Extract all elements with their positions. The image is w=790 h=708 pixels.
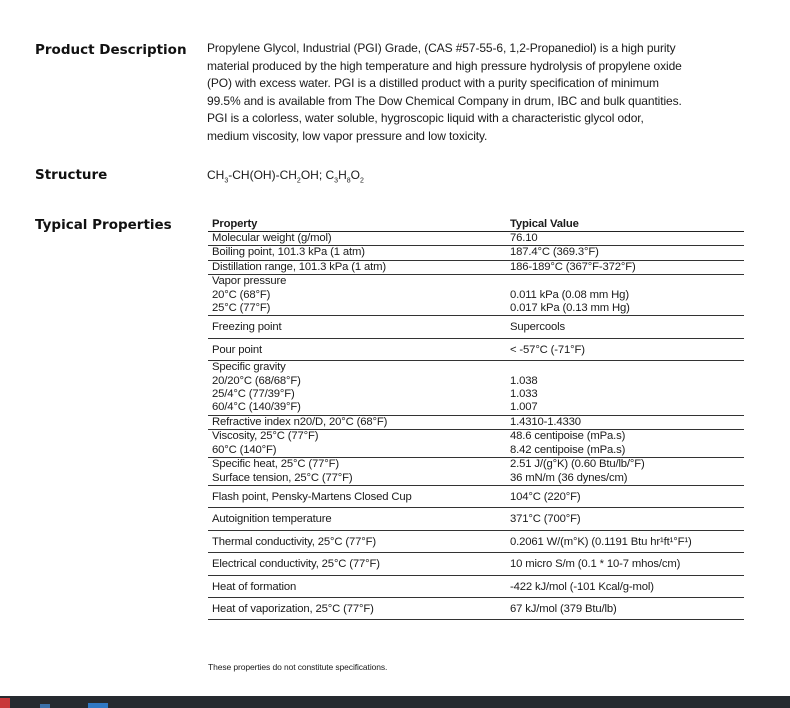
property-line: Autoignition temperature: [212, 513, 332, 526]
property-line: Heat of vaporization, 25°C (77°F): [212, 602, 374, 615]
property-line: Heat of formation: [212, 580, 297, 593]
table-row: [208, 508, 744, 530]
property-cell: [208, 316, 506, 338]
property-cell: [208, 458, 506, 486]
value-line: [510, 361, 744, 374]
value-cell: [506, 415, 744, 429]
value-cell: [506, 485, 744, 507]
property-cell: [208, 553, 506, 575]
property-cell: [208, 485, 506, 507]
header-typical-value: Typical Value: [506, 215, 744, 232]
value-line: 0.011 kPa (0.08 mm Hg): [510, 288, 629, 301]
value-cell: [506, 597, 744, 619]
value-line: 187.4°C (369.3°F): [510, 246, 599, 259]
taskbar: [0, 696, 790, 708]
value-line: 1.007: [510, 401, 538, 414]
product-description-text: Propylene Glycol, Industrial (PGI) Grade, (CAS #57-55-6, 1,2-Propanediol) is a high purity material produced by the high temperature and high pressure hydrolysis of propylene oxide (PO) with excess water. PGI is a distilled product with a purity specification of minimum 99.5% and is available from The Dow Chemical Company in drum, IBC and bulk quantities. PGI is a colorless, water soluble, hygroscopic liquid with a characteristic glycol odor, medium viscosity, low vapor pressure and low toxicity.: [207, 41, 682, 143]
product-description-label: Product Description: [35, 42, 187, 58]
typical-properties-label: Typical Properties: [35, 217, 172, 233]
properties-table-body: [208, 232, 744, 620]
property-line: 20°C (68°F): [212, 288, 271, 301]
formula-subscript: 2: [359, 177, 364, 185]
value-line: 0.017 kPa (0.13 mm Hg): [510, 302, 630, 315]
property-cell: [208, 575, 506, 597]
value-cell: [506, 260, 744, 274]
property-line: Vapor pressure: [212, 275, 287, 288]
formula-part: CH: [207, 168, 225, 182]
table-row: [208, 575, 744, 597]
value-line: 0.2061 W/(m°K) (0.1191 Btu hr¹ft¹°F¹): [510, 535, 692, 548]
taskbar-app-icon[interactable]: [0, 698, 10, 708]
table-row: [208, 430, 744, 458]
property-line: Viscosity, 25°C (77°F): [212, 430, 319, 443]
table-row: [208, 361, 744, 416]
value-cell: [506, 458, 744, 486]
property-line: 25/4°C (77/39°F): [212, 388, 295, 401]
table-row: [208, 275, 744, 316]
table-row: [208, 553, 744, 575]
property-line: 60/4°C (140/39°F): [212, 401, 301, 414]
formula-part: -CH(OH)-CH: [228, 168, 297, 182]
table-row: [208, 338, 744, 360]
value-line: 76.10: [510, 232, 538, 244]
structure-formula: [207, 168, 364, 184]
property-cell: [208, 246, 506, 260]
property-cell: [208, 597, 506, 619]
property-cell: [208, 361, 506, 416]
taskbar-app-icon[interactable]: [40, 704, 50, 708]
formula-subscript: 2: [296, 177, 301, 185]
value-line: 67 kJ/mol (379 Btu/lb): [510, 602, 617, 615]
value-line: 371°C (700°F): [510, 513, 581, 526]
table-row: [208, 415, 744, 429]
table-row: [208, 316, 744, 338]
property-line: Molecular weight (g/mol): [212, 232, 332, 244]
property-line: Distillation range, 101.3 kPa (1 atm): [212, 260, 387, 273]
property-line: 25°C (77°F): [212, 302, 271, 315]
value-cell: [506, 430, 744, 458]
property-line: Electrical conductivity, 25°C (77°F): [212, 558, 380, 571]
formula-part: OH; C: [300, 168, 335, 182]
structure-label: Structure: [35, 167, 108, 183]
value-cell: [506, 508, 744, 530]
value-line: 186-189°C (367°F-372°F): [510, 260, 636, 273]
table-row: [208, 260, 744, 274]
value-line: 8.42 centipoise (mPa.s): [510, 443, 626, 456]
formula-subscript: 8: [346, 177, 351, 185]
formula-subscript: 3: [224, 177, 229, 185]
value-line: 1.038: [510, 374, 538, 387]
formula-part: H: [338, 168, 347, 182]
table-row: [208, 485, 744, 507]
property-cell: [208, 232, 506, 246]
property-cell: [208, 430, 506, 458]
property-cell: [208, 415, 506, 429]
footnote: These properties do not constitute specifications.: [208, 662, 388, 672]
taskbar-app-icon[interactable]: [88, 703, 108, 708]
property-line: 20/20°C (68/68°F): [212, 374, 301, 387]
property-cell: [208, 508, 506, 530]
table-row: [208, 530, 744, 552]
value-cell: [506, 361, 744, 416]
value-cell: [506, 232, 744, 246]
table-header-row: [208, 215, 744, 232]
property-line: Thermal conductivity, 25°C (77°F): [212, 535, 376, 548]
value-cell: [506, 275, 744, 316]
value-cell: [506, 575, 744, 597]
property-line: Boiling point, 101.3 kPa (1 atm): [212, 246, 365, 259]
value-line: [510, 275, 744, 288]
table-row: [208, 246, 744, 260]
property-line: 60°C (140°F): [212, 443, 277, 456]
properties-table: [208, 215, 744, 620]
value-line: 104°C (220°F): [510, 490, 581, 503]
table-row: [208, 458, 744, 486]
property-cell: [208, 338, 506, 360]
property-cell: [208, 275, 506, 316]
property-line: Refractive index n20/D, 20°C (68°F): [212, 415, 388, 428]
value-line: 48.6 centipoise (mPa.s): [510, 430, 626, 443]
value-cell: [506, 316, 744, 338]
formula-subscript: 3: [334, 177, 339, 185]
value-line: 10 micro S/m (0.1 * 10-7 mhos/cm): [510, 558, 681, 571]
property-line: Specific gravity: [212, 361, 286, 374]
property-line: Pour point: [212, 343, 262, 356]
property-cell: [208, 260, 506, 274]
value-cell: [506, 246, 744, 260]
value-line: 1.4310-1.4330: [510, 415, 581, 428]
value-line: 36 mN/m (36 dynes/cm): [510, 471, 628, 484]
property-line: Flash point, Pensky-Martens Closed Cup: [212, 490, 412, 503]
property-line: Specific heat, 25°C (77°F): [212, 458, 339, 471]
table-row: [208, 597, 744, 619]
table-row: [208, 232, 744, 246]
header-property: Property: [208, 215, 506, 232]
value-line: Supercools: [510, 321, 566, 334]
value-cell: [506, 530, 744, 552]
value-line: -422 kJ/mol (-101 Kcal/g-mol): [510, 580, 654, 593]
value-cell: [506, 338, 744, 360]
value-line: < -57°C (-71°F): [510, 343, 585, 356]
formula-part: O: [350, 168, 360, 182]
property-line: Freezing point: [212, 321, 282, 334]
property-line: Surface tension, 25°C (77°F): [212, 471, 353, 484]
value-line: 2.51 J/(g°K) (0.60 Btu/lb/°F): [510, 458, 645, 471]
value-cell: [506, 553, 744, 575]
property-cell: [208, 530, 506, 552]
value-line: 1.033: [510, 388, 538, 401]
